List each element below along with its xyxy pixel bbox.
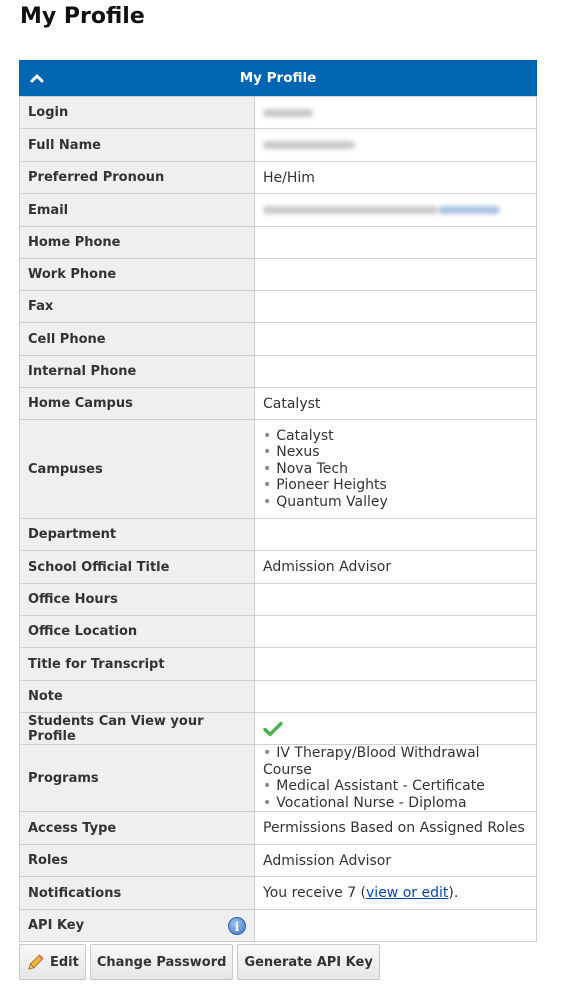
panel-header[interactable] — [19, 60, 537, 96]
row-label: Note — [20, 681, 255, 713]
row-label: School Official Title — [20, 551, 255, 584]
table-row — [20, 97, 537, 129]
pencil-icon — [26, 952, 46, 972]
profile-table — [19, 96, 537, 942]
campuses-value — [255, 420, 537, 519]
info-icon[interactable]: i — [228, 917, 246, 935]
redacted-text — [263, 206, 438, 214]
table-row — [20, 323, 537, 356]
list-item: • Catalyst — [263, 428, 528, 445]
work-phone-value — [255, 259, 537, 291]
page-title: My Profile — [20, 4, 145, 29]
access-type-value: Permissions Based on Assigned Roles — [255, 812, 537, 845]
table-row — [20, 910, 537, 942]
table-row — [20, 681, 537, 713]
table-row — [20, 129, 537, 162]
office-hours-value — [255, 584, 537, 616]
api-key-value — [255, 910, 537, 942]
list-item: • Pioneer Heights — [263, 477, 528, 494]
row-label: Title for Transcript — [20, 648, 255, 681]
table-row — [20, 356, 537, 388]
redacted-link[interactable] — [438, 206, 500, 214]
cell-phone-value — [255, 323, 537, 356]
fax-value — [255, 291, 537, 323]
row-label: Fax — [20, 291, 255, 323]
row-label: Campuses — [20, 420, 255, 519]
row-label: Full Name — [20, 129, 255, 162]
row-label: Notifications — [20, 877, 255, 910]
table-row — [20, 877, 537, 910]
edit-button-label: Edit — [50, 954, 79, 970]
list-item: • Nexus — [263, 444, 528, 461]
row-label: Department — [20, 519, 255, 551]
row-label: Preferred Pronoun — [20, 162, 255, 194]
chevron-up-icon[interactable] — [29, 70, 45, 86]
notifications-prefix: You receive 7 ( — [263, 885, 367, 902]
students-view-value — [255, 713, 537, 745]
department-value — [255, 519, 537, 551]
programs-list — [263, 745, 528, 811]
row-label: Home Campus — [20, 388, 255, 420]
table-row — [20, 713, 537, 745]
panel-title: My Profile — [239, 70, 317, 86]
internal-phone-value — [255, 356, 537, 388]
row-label: Programs — [20, 745, 255, 812]
list-item: • Nova Tech — [263, 461, 528, 478]
transcript-title-value — [255, 648, 537, 681]
generate-api-key-button[interactable] — [237, 944, 379, 980]
table-row — [20, 519, 537, 551]
edit-button[interactable] — [19, 944, 86, 980]
redacted-text — [263, 141, 355, 149]
notifications-value — [255, 877, 537, 910]
row-label: Work Phone — [20, 259, 255, 291]
table-row — [20, 812, 537, 845]
change-password-label: Change Password — [96, 954, 227, 970]
row-label: Email — [20, 194, 255, 227]
programs-value — [255, 745, 537, 812]
table-row — [20, 388, 537, 420]
home-campus-value: Catalyst — [255, 388, 537, 420]
note-value — [255, 681, 537, 713]
table-row — [20, 194, 537, 227]
view-or-edit-link[interactable]: view or edit — [366, 885, 449, 902]
home-phone-value — [255, 227, 537, 259]
row-label: Internal Phone — [20, 356, 255, 388]
campuses-list — [263, 428, 528, 511]
table-row — [20, 227, 537, 259]
table-row — [20, 745, 537, 812]
table-row — [20, 291, 537, 323]
email-value[interactable] — [255, 194, 537, 227]
list-item: • Vocational Nurse - Diploma — [263, 795, 528, 812]
table-row — [20, 259, 537, 291]
roles-value: Admission Advisor — [255, 845, 537, 877]
table-row — [20, 648, 537, 681]
redacted-text — [263, 109, 313, 117]
notifications-suffix: ). — [448, 885, 459, 902]
table-row — [20, 162, 537, 194]
login-value — [255, 97, 537, 129]
table-row — [20, 584, 537, 616]
action-buttons — [19, 944, 380, 980]
row-label: Students Can View your Profile — [20, 713, 255, 745]
row-label: Login — [20, 97, 255, 129]
profile-panel — [19, 60, 537, 942]
table-row — [20, 420, 537, 519]
row-label: Roles — [20, 845, 255, 877]
table-row — [20, 551, 537, 584]
row-label: Cell Phone — [20, 323, 255, 356]
official-title-value: Admission Advisor — [255, 551, 537, 584]
table-row — [20, 616, 537, 648]
list-item: • IV Therapy/Blood Withdrawal Course — [263, 745, 528, 778]
pronoun-value: He/Him — [255, 162, 537, 194]
office-location-value — [255, 616, 537, 648]
list-item: • Quantum Valley — [263, 494, 528, 511]
generate-api-key-label: Generate API Key — [244, 954, 373, 970]
row-label: Access Type — [20, 812, 255, 845]
full-name-value — [255, 129, 537, 162]
row-label-api-key — [20, 910, 255, 942]
check-icon — [263, 721, 283, 737]
row-label: Home Phone — [20, 227, 255, 259]
list-item: • Medical Assistant - Certificate — [263, 778, 528, 795]
table-row — [20, 845, 537, 877]
change-password-button[interactable] — [90, 944, 234, 980]
row-label: Office Hours — [20, 584, 255, 616]
row-label: Office Location — [20, 616, 255, 648]
api-key-label: API Key — [28, 918, 85, 934]
